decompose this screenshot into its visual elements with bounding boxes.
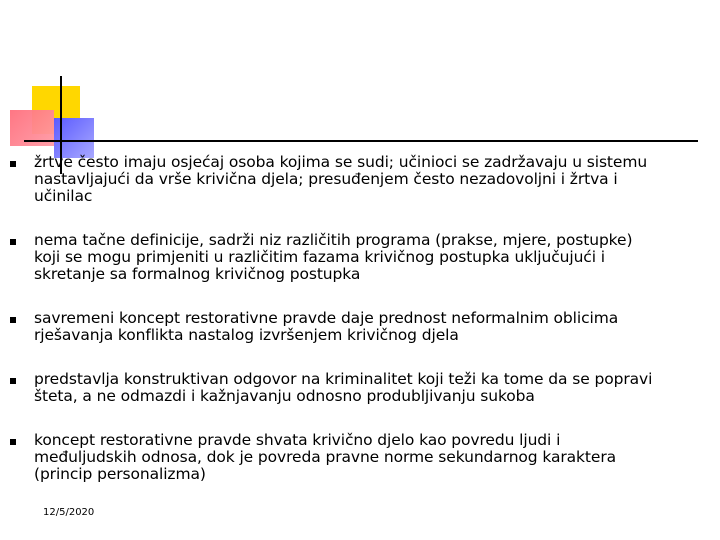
footer-date: 12/5/2020 <box>43 507 95 518</box>
bullet-text: nema tačne definicije, sadrži niz različitih programa (prakse, mjere, postupke) koji se mogu primjeniti u različitim fazama krivičnog postupka uključujući i skretanje sa formalnog krivičnog postupka <box>34 231 633 283</box>
bullet-text: predstavlja konstruktivan odgovor na kriminalitet koji teži ka tome da se popravi šteta, a ne odmazdi i kažnjavanju odnosno produbljivanju sukoba <box>34 370 653 405</box>
bullet-text: žrtve često imaju osjećaj osoba kojima se sudi; učinioci se zadržavaju u sistemu nastavljajući da vrše krivična djela; presuđenjem često nezadovoljni i žrtva i učinilac <box>34 153 648 205</box>
bullet-text: savremeni koncept restorativne pravde daje prednost neformalnim oblicima rješavanja konflikta nastalog izvršenjem krivičnog djela <box>34 309 619 344</box>
bullet-text: koncept restorativne pravde shvata krivično djelo kao povredu ljudi i međuljudskih odnosa, dok je povreda pravne norme sekundarnog karaktera (princip personalizma) <box>34 431 617 483</box>
bullet-marker-icon <box>10 161 16 167</box>
bullet-marker-icon <box>10 239 16 245</box>
bullet-marker-icon <box>10 439 16 445</box>
bullet-marker-icon <box>10 378 16 384</box>
bullet-marker-icon <box>10 317 16 323</box>
decor-horizontal-line <box>24 140 698 142</box>
